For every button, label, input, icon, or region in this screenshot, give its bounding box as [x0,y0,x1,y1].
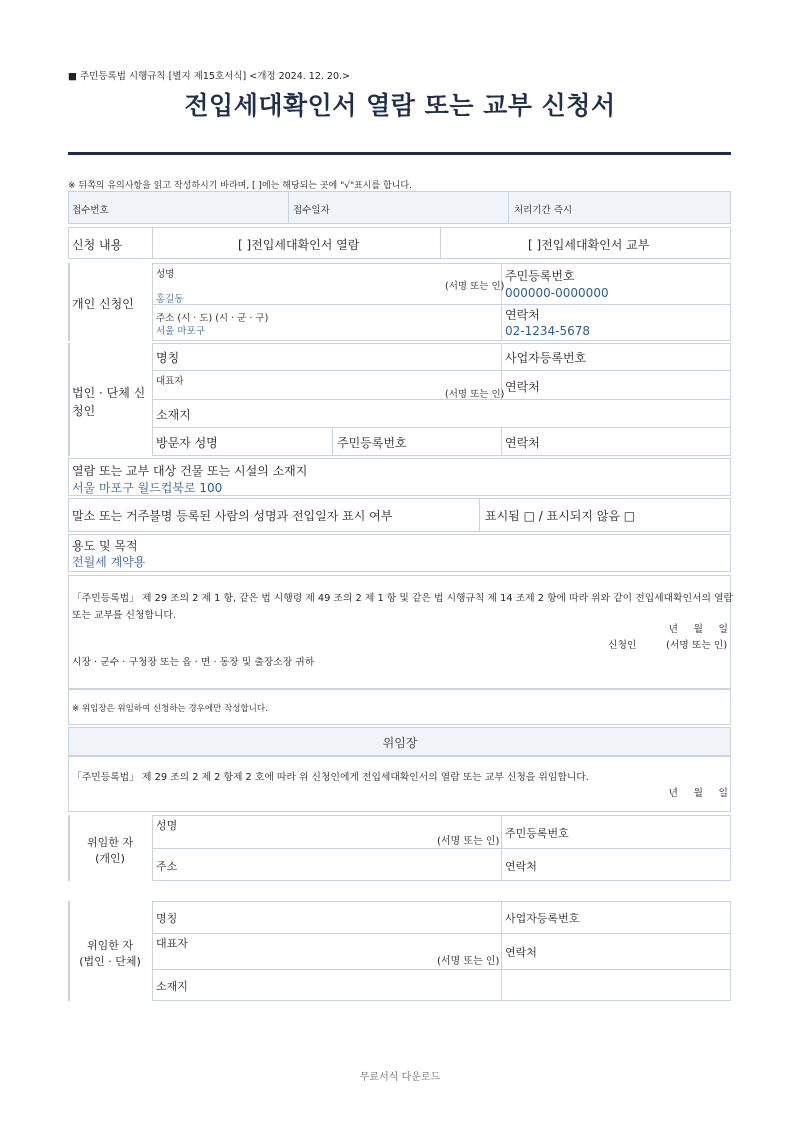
delegation-note: ※ 위임장은 위임하여 신청하는 경우에만 작성합니다. [72,704,268,714]
delegator-individual-label-line1: 위임한 자 [86,836,133,849]
delegator-address-label: 주소 [156,860,178,873]
page-title: 전입세대확인서 열람 또는 교부 신청서 [184,91,616,120]
display-option-checkboxes[interactable]: 표시됨 □ / 표시되지 않음 □ [485,509,636,523]
individual-rrn-label: 주민등록번호 [505,269,575,283]
delegator-contact-label: 연락처 [505,860,537,873]
corporate-rep-label: 대표자 [156,376,184,387]
visitor-rrn-label: 주민등록번호 [337,436,407,450]
individual-applicant-section [152,263,731,341]
receipt-number-label: 접수번호 [72,205,109,216]
request-issue-checkbox[interactable]: [ ]전입세대확인서 교부 [528,238,650,252]
delegator-corporate-name-label: 명칭 [156,912,178,925]
request-content-label: 신청 내용 [72,238,123,252]
delegator-signature-label: (서명 또는 인) [437,836,500,847]
delegator-name-label: 성명 [156,819,178,832]
signature-label: (서명 또는 인) [445,281,505,292]
purpose-row [68,534,731,572]
corporate-location-label: 소재지 [156,408,191,422]
title-divider [68,152,731,155]
instruction-note: ※ 뒤쪽의 유의사항을 읽고 작성하시기 바라며, [ ]에는 해당되는 곳에 "√"표시를 합니다. [68,181,412,191]
statement-signature-label: (서명 또는 인) [666,640,728,651]
corporate-signature-label: (서명 또는 인) [445,389,505,400]
building-location-field[interactable]: 서울 마포구 월드컵북로 100 [72,481,223,495]
individual-name-field[interactable]: 홍길동 [156,294,184,305]
individual-contact-label: 연락처 [505,308,540,322]
individual-address-label: 주소 (시 · 도) (시 · 군 · 구) [156,313,269,324]
corporate-contact-label: 연락처 [505,380,540,394]
corporate-name-label: 명칭 [156,351,180,365]
individual-rrn-field[interactable]: 000000-0000000 [505,286,609,300]
delegation-statement: 「주민등록법」 제 29 조의 2 제 2 항제 2 호에 따라 위 신청인에게 전입세대확인서의 열람 또는 교부 신청을 위임합니다. [72,772,589,783]
corporate-applicant-label-line1: 법인 · 단체 신 [72,386,146,400]
corporate-applicant-label-line2: 청인 [72,404,96,418]
delegator-corporate-location-label: 소재지 [156,980,188,993]
delegator-corporate-signature-label: (서명 또는 인) [437,956,500,967]
delegator-individual-label-line2: (개인) [95,852,125,865]
corporate-bizno-label: 사업자등록번호 [505,351,587,365]
delegation-statement-section [68,756,731,812]
purpose-label: 용도 및 목적 [72,539,138,553]
receipt-row [68,191,731,224]
statement-line2: 또는 교부를 신청합니다. [72,610,176,621]
statement-date: 년 월 일 [668,624,728,635]
individual-address-field[interactable]: 서울 마포구 [156,326,205,337]
visitor-contact-label: 연락처 [505,436,540,450]
delegator-corporate-rep-label: 대표자 [156,937,188,950]
addressee: 시장 · 군수 · 구청장 또는 읍 · 면 · 동장 및 출장소장 귀하 [72,657,315,668]
footer-download-link[interactable]: 무료서식 다운로드 [359,1072,441,1083]
statement-applicant-label: 신청인 [608,640,637,651]
individual-applicant-label: 개인 신청인 [72,297,134,311]
delegator-corporate-section [152,901,731,1001]
building-location-label: 열람 또는 교부 대상 건물 또는 시설의 소재지 [72,464,308,478]
individual-name-label: 성명 [156,269,175,280]
statement-line1: 「주민등록법」 제 29 조의 2 제 1 항, 같은 법 시행령 제 49 조의 2 제 1 항 및 같은 법 시행규칙 제 14 조제 2 항에 따라 위와 같이 전입세대확인서의 열람 [72,593,733,604]
request-view-checkbox[interactable]: [ ]전입세대확인서 열람 [238,238,360,252]
delegation-date: 년 월 일 [668,788,728,799]
processing-period-label: 처리기간 즉시 [514,205,573,216]
individual-contact-field[interactable]: 02-1234-5678 [505,324,591,338]
delegator-rrn-label: 주민등록번호 [505,827,569,840]
delegator-corporate-label-line1: 위임한 자 [86,939,133,952]
delegation-title: 위임장 [382,736,418,750]
visitor-name-label: 방문자 성명 [156,436,218,450]
delegator-corporate-contact-label: 연락처 [505,946,537,959]
delegator-corporate-bizno-label: 사업자등록번호 [505,912,580,925]
form-reference: ■ 주민등록법 시행규칙 [별지 제15호서식] <개정 2024. 12. 20.> [68,71,350,82]
display-option-label: 말소 또는 거주불명 등록된 사람의 성명과 전입일자 표시 여부 [72,509,393,523]
purpose-field[interactable]: 전월세 계약용 [72,555,146,569]
delegator-corporate-label-line2: (법인 · 단체) [79,955,141,968]
receipt-date-label: 접수일자 [293,205,330,216]
